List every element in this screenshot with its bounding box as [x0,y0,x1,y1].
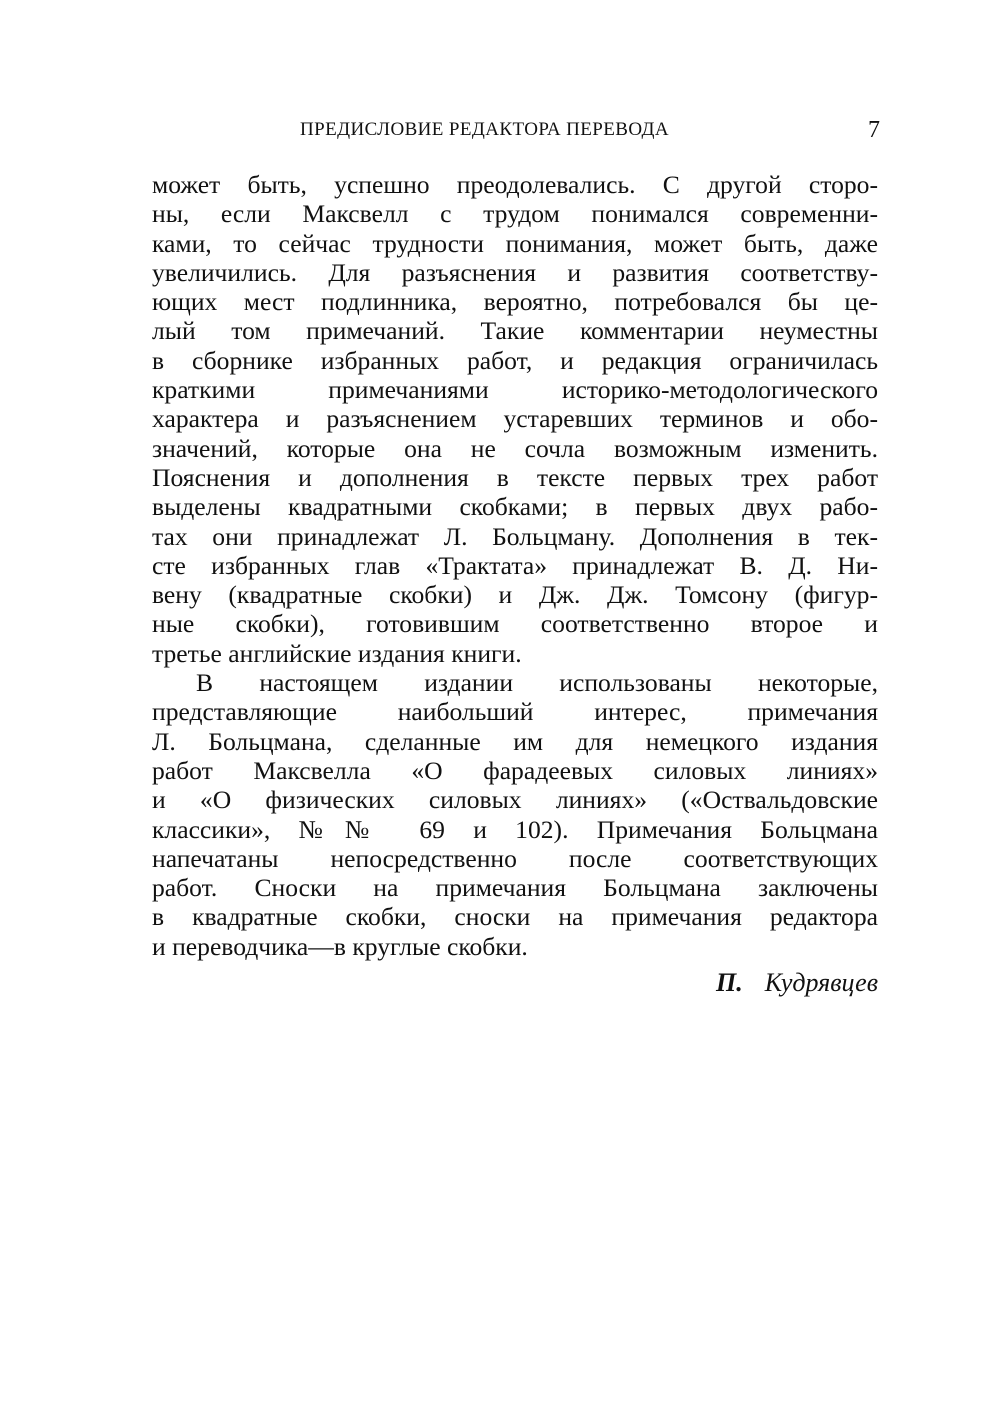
text-line: характера и разъяснением устаревших терминов и обо- [152,404,878,434]
paragraph-2 [152,668,878,961]
text-line: в сборнике избранных работ, и редакция ограничилась [152,345,878,375]
text-line: В настоящем издании использованы некоторые, [196,668,878,698]
text-line: значений, которые она не сочла возможным изменить. [152,433,878,463]
text-line: напечатаны непосредственно после соответствующих [152,843,878,873]
running-title: ПРЕДИСЛОВИЕ РЕДАКТОРА ПЕРЕВОДА [300,119,669,140]
text-line: Л. Больцмана, сделанные им для немецкого издания [152,726,878,756]
text-line: ющих мест подлинника, вероятно, потребовался бы це- [152,287,878,317]
text-line: классики», №№ 69 и 102). Примечания Больцмана [152,814,878,844]
text-line: в квадратные скобки, сноски на примечания редактора [152,902,878,932]
text-line: ны, если Максвелл с трудом понимался современни- [152,199,878,229]
text-line: увеличились. Для разъяснения и развития соответству- [152,257,878,287]
text-line: работ. Сноски на примечания Больцмана заключены [152,873,878,903]
text-line: тах они принадлежат Л. Больцману. Дополнения в тек- [152,521,878,551]
text-line: Пояснения и дополнения в тексте первых трех работ [152,462,878,492]
body-text [152,170,878,961]
author-signature [680,968,878,998]
text-line: ками, то сейчас трудности понимания, может быть, даже [152,228,878,258]
text-line: работ Максвелла «О фарадеевых силовых линиях» [152,755,878,785]
signature-surname: Кудрявцев [764,968,878,997]
text-line: выделены квадратными скобками; в первых двух рабо- [152,492,878,522]
text-line: представляющие наибольший интерес, примечания [152,697,878,727]
text-line: сте избранных глав «Трактата» принадлежат В. Д. Ни- [152,550,878,580]
signature-initial: П. [715,968,743,997]
text-line: может быть, успешно преодолевались. С другой сторо- [152,170,878,199]
text-line: и переводчика—в круглые скобки. [152,931,528,961]
text-line: вену (квадратные скобки) и Дж. Дж. Томсону (фигур- [152,580,878,610]
text-line: ные скобки), готовившим соответственно второе и [152,609,878,639]
text-line: лый том примечаний. Такие комментарии неуместны [152,316,878,346]
text-line: третье английские издания книги. [152,638,522,668]
page-number: 7 [868,117,880,143]
text-line: краткими примечаниями историко-методологического [152,375,878,405]
text-line: и «О физических силовых линиях» («Оствальдовские [152,785,878,815]
paragraph-1 [152,170,878,668]
